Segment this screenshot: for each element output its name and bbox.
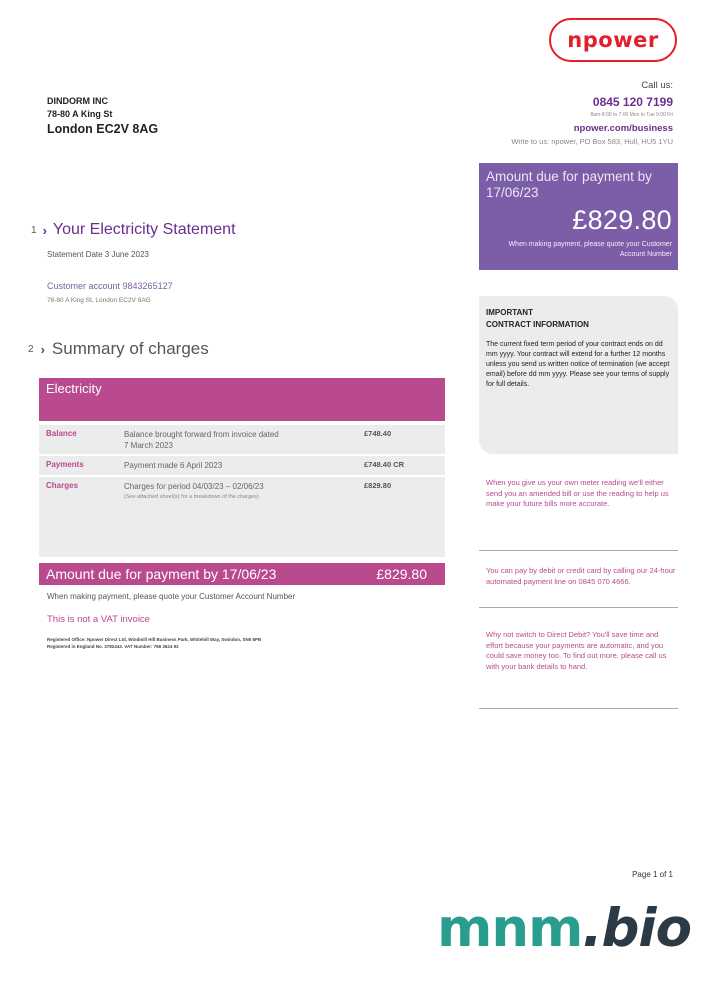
- quote-note: When making payment, please quote your Customer Account Number: [47, 592, 296, 601]
- recipient-city: London EC2V 8AG: [47, 122, 159, 136]
- row-desc-line: 7 March 2023: [124, 441, 173, 450]
- call-us-label: Call us:: [641, 80, 673, 91]
- registration-line: Registered in England No. 3782443. VAT Number: 768 3624 92: [47, 644, 179, 649]
- row-desc-line: Charges for period 04/03/23 – 02/06/23: [124, 482, 264, 491]
- divider: [479, 550, 678, 551]
- recipient-street: 78-80 A King St: [47, 109, 113, 119]
- row-description: Payment made 6 April 2023: [124, 461, 223, 470]
- row-amount: £748.40 CR: [364, 460, 405, 469]
- important-title: IMPORTANT: [486, 308, 533, 317]
- divider: [479, 708, 678, 709]
- amount-due-value: £829.80: [572, 205, 672, 235]
- vat-note: This is not a VAT invoice: [47, 614, 150, 625]
- important-subtitle: CONTRACT INFORMATION: [486, 320, 589, 329]
- logo-text: npower: [567, 28, 659, 52]
- footer-amount: £829.80: [376, 566, 427, 582]
- npower-logo: [549, 18, 677, 62]
- row-label: Balance: [46, 429, 77, 438]
- row-desc-subline: (See attached sheet(s) for a breakdown of the charges): [124, 494, 259, 500]
- row-amount: £829.80: [364, 481, 392, 490]
- contact-block: [511, 80, 673, 146]
- row-desc-line: Balance brought forward from invoice dated: [124, 430, 279, 439]
- table-title: Electricity: [39, 378, 445, 421]
- postal-address: Write to us: npower, PO Box 583, Hull, HU5 1YU: [511, 137, 673, 146]
- important-contract-box: [479, 296, 678, 454]
- customer-account: Customer account 9843265127: [47, 281, 173, 291]
- row-label: Charges: [46, 481, 79, 490]
- statement-title: Your Electricity Statement: [52, 221, 236, 238]
- amount-due-label: Amount due for payment by 17/06/23: [486, 169, 652, 200]
- statement-date: Statement Date 3 June 2023: [47, 250, 149, 259]
- registration-info: [47, 636, 261, 650]
- customer-address: 78-80 A King St, London EC2V 8AG: [47, 297, 151, 304]
- charges-table: [39, 378, 445, 585]
- statement-heading: [31, 221, 236, 239]
- page-number: Page 1 of 1: [632, 870, 673, 879]
- chevron-right-icon: ›: [40, 341, 45, 357]
- watermark-part: mnm: [437, 898, 583, 959]
- table-row: [39, 425, 445, 456]
- watermark-part: .bio: [582, 898, 691, 959]
- website-link[interactable]: npower.com/business: [573, 123, 673, 134]
- summary-title: Summary of charges: [51, 339, 209, 358]
- card-payment-note: You can pay by debit or credit card by calling our 24-hour automated payment line on 0845 070 4666.: [486, 566, 676, 586]
- meter-reading-note: When you give us your own meter reading we'll either send you an amended bill or use the reading to help us make your future bills more accurate.: [486, 478, 669, 508]
- section-number: 1: [31, 224, 37, 236]
- footer-label: Amount due for payment by 17/06/23: [46, 566, 277, 582]
- section-number: 2: [28, 343, 34, 355]
- recipient-name: DINDORM INC: [47, 96, 108, 106]
- divider: [479, 607, 678, 608]
- summary-heading: [28, 339, 209, 359]
- row-amount: £748.40: [364, 429, 392, 438]
- row-description: [124, 477, 364, 557]
- important-body: The current fixed term period of your contract ends on dd mm yyyy. Your contract will extend for a further 12 months unless you send us written notice of termination (we accept email) before dd mm yyyy. Please see your terms of supply for full details.: [486, 341, 670, 388]
- phone-number[interactable]: 0845 120 7199: [592, 95, 673, 109]
- table-row: [39, 456, 445, 477]
- chevron-right-icon: ›: [42, 222, 47, 238]
- recipient-address: [47, 95, 158, 136]
- payment-quote-note: When making payment, please quote your Customer Account Number: [508, 241, 672, 258]
- row-label: Payments: [46, 460, 84, 469]
- watermark-logo: [437, 898, 691, 959]
- registration-line: Registered Office: Npower Direct Ltd, Windmill Hill Business Park, Whitehill Way, Swindon, SN5 6PB: [47, 637, 262, 642]
- opening-hours: 8am-8:00 to 7:00 Mon to Tue 9:00 Fri: [590, 112, 673, 118]
- table-footer: [39, 563, 445, 585]
- direct-debit-note: Why not switch to Direct Debit? You'll save time and effort because your payments are automatic, and you could save money too. To find out more, please call us with your bank details to hand.: [486, 630, 667, 671]
- row-description: [124, 425, 364, 454]
- table-row: [39, 477, 445, 559]
- amount-due-box: [479, 163, 678, 270]
